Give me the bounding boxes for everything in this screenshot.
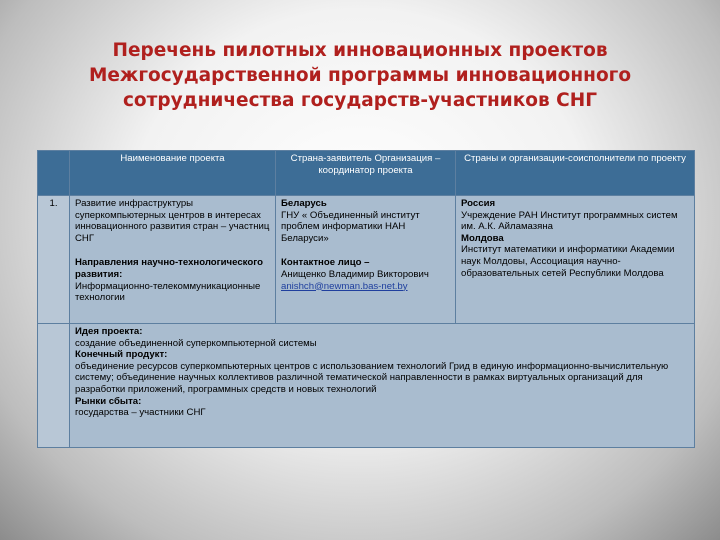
table-row-details [38,324,695,448]
table-header-row [38,151,695,196]
project-name-cell [70,196,276,324]
country-coordinator-cell [276,196,456,324]
directions-label: Направления научно-технологического развития: [75,257,263,280]
partner-2-country: Молдова [461,232,504,244]
product-label: Конечный продукт: [75,349,168,361]
markets-label: Рынки сбыта: [75,395,142,407]
title-line-1: Перечень пилотных инновационных проектов [112,40,608,61]
header-number-cell [38,151,70,196]
partner-2-organization: Институт математики и информатики Академии наук Молдовы, Ассоциация научно-образовательных сетей Республики Молдова [461,244,675,279]
markets-text: государства – участники СНГ [75,407,206,419]
contact-name: Анищенко Владимир Викторович [281,268,429,280]
projects-table [37,150,695,448]
project-name: Развитие инфраструктуры суперкомпьютерных центров в интересах инновационного развития стран – участниц СНГ [75,198,270,244]
table-row [38,196,695,324]
header-partners: Страны и организации-соисполнители по проекту [456,151,695,196]
idea-label: Идея проекта: [75,326,143,337]
directions-value: Информационно-телекоммуникационные технологии [75,280,261,304]
header-project-name: Наименование проекта [70,151,276,196]
page-title [60,38,660,113]
applicant-country: Беларусь [281,198,327,209]
title-line-2: Межгосударственной программы инновационного [88,65,632,86]
details-number-cell [38,324,70,448]
partner-1-country: Россия [461,198,496,209]
coordinator-organization: ГНУ « Объединенный институт проблем информатики НАН Беларуси» [281,209,420,244]
project-details-cell [70,324,695,448]
header-country-coordinator: Страна-заявитель Организация –координатор проекта [276,151,456,196]
contact-email-link[interactable]: anishch@newman.bas-net.by [281,280,408,292]
title-line-3: сотрудничества государств-участников СНГ [122,90,598,111]
product-text: объединение ресурсов суперкомпьютерных центров с использованием технологий Грид в единую информационно-вычислительную систему; объединение научных коллективов различной тематической направленности в рамках виртуальных организаций для разработки приложений, программных средств и новых технологий [75,360,669,395]
contact-label: Контактное лицо – [281,257,370,269]
partner-1-organization: Учреждение РАН Институт программных систем им. А.К. Айламазяна [461,209,678,233]
row-number: 1. [38,196,70,324]
partners-cell [456,196,695,324]
idea-text: создание объединенной суперкомпьютерной системы [75,337,317,349]
